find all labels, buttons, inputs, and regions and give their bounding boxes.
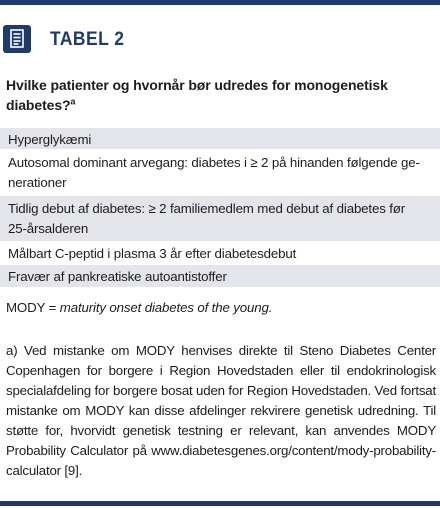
criteria-text: Målbart C-peptid i plasma 3 år efter diabetesdebut (8, 246, 297, 261)
abbreviation-separator: = (45, 300, 60, 315)
footnote: a) Ved mistanke om MODY henvises direkte til Steno Diabetes Center Copenhagen for borgere i Region Hovedstaden eller til endokrinologisk specialafdeling for borgere bosat uden for Region Hovedstaden. Ved fortsat mistanke om MODY kan disse afdelinger rekvirere genetisk udredning. Til støtte for, hvorvidt genetisk testning er relevant, kan anvendes MODY Probability Calculator på www.diabetesgenes.org/content/mody-probability-calculator [9]. (6, 343, 436, 478)
table-question (6, 75, 426, 115)
abbreviation-expansion: maturity onset diabetes of the young. (59, 300, 273, 315)
criteria-row (0, 196, 440, 242)
question-text: Hvilke patienter og hvornår bør udredes for monogenetisk diabetes? (6, 77, 388, 113)
top-rule (0, 0, 440, 5)
table-header (0, 25, 440, 55)
criteria-row (0, 150, 440, 196)
bottom-rule (0, 501, 440, 506)
criteria-row (0, 265, 440, 288)
abbreviation-term: MODY (6, 300, 46, 315)
table-label: TABEL 2 (50, 29, 125, 50)
criteria-text: Autosomal dominant arvegang: diabetes i ≥ 2 på hinanden følgende ge- nerationer (8, 155, 420, 190)
table-icon (3, 25, 31, 53)
criteria-text: Fravær af pankreatiske autoantistoffer (8, 269, 227, 284)
criteria-text: Tidlig debut af diabetes: ≥ 2 familiemedlem med debut af diabetes før 25-årsalderen (8, 201, 406, 236)
criteria-list (0, 128, 440, 288)
criteria-row (0, 242, 440, 265)
criteria-text: Hyperglykæmi (8, 132, 92, 147)
question-footnote-marker: a (70, 96, 76, 107)
criteria-row (0, 128, 440, 150)
abbreviation-note (6, 298, 436, 318)
